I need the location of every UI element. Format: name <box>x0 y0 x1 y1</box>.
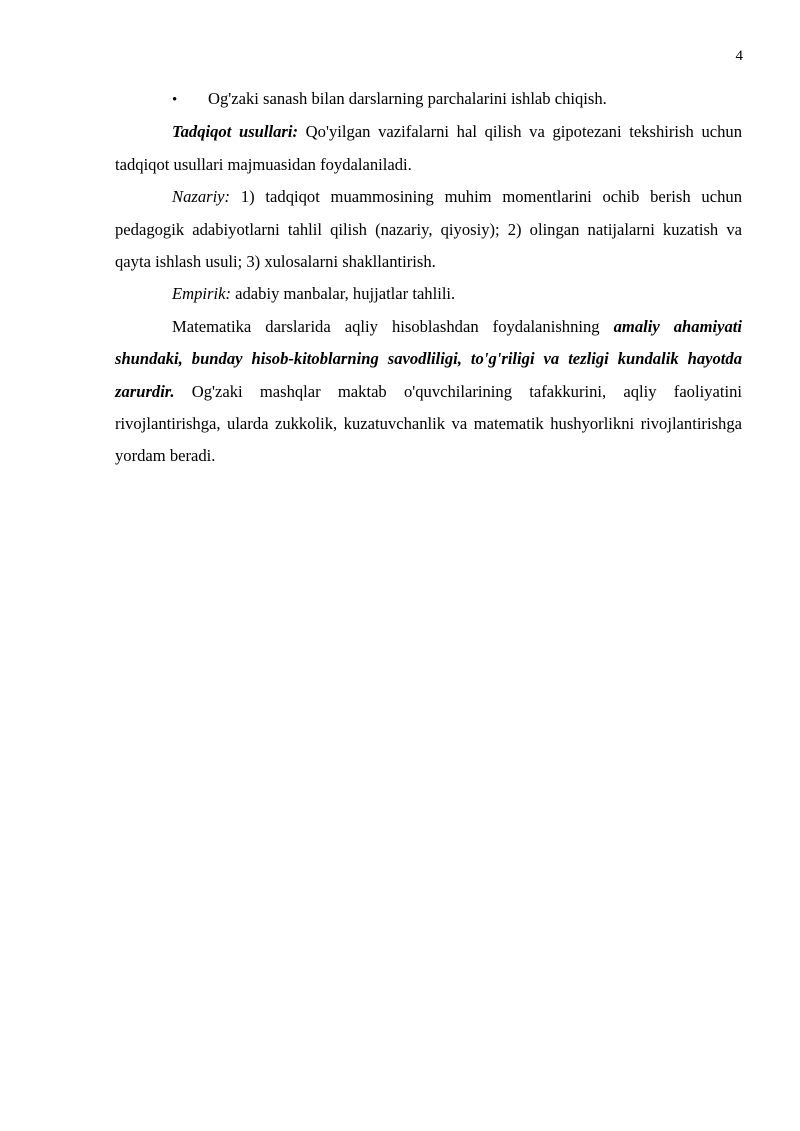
significance-intro: Matematika darslarida aqliy hisoblashdan foydalanishning <box>172 316 614 336</box>
significance-emphasis: amaliy ahamiyati shundaki, bunday hisob-kitoblarning savodliligi, to'g'riligi va tezligi kundalik hayotda zarurdir. <box>115 316 742 401</box>
research-methods-paragraph <box>115 116 742 181</box>
empirical-methods-paragraph <box>115 278 742 310</box>
document-body <box>115 83 742 473</box>
theoretical-methods-paragraph <box>115 181 742 278</box>
research-methods-text: Qo'yilgan vazifalarni hal qilish va gipotezani tekshirish uchun tadqiqot usullari majmuasidan foydalaniladi. <box>115 122 742 174</box>
page-number: 4 <box>735 48 743 64</box>
empirical-label: Empirik: <box>172 284 231 304</box>
bullet-icon: • <box>172 92 178 108</box>
theoretical-label: Nazariy: <box>172 187 231 207</box>
research-methods-label: Tadqiqot usullari: <box>172 122 299 142</box>
list-item <box>115 83 742 116</box>
list-item-text: Og'zaki sanash bilan darslarning parchalarini ishlab chiqish. <box>208 89 607 108</box>
theoretical-text: 1) tadqiqot muammosining muhim momentlarini ochib berish uchun pedagogik adabiyotlarni tahlil qilish (nazariy, qiyosiy); 2) olingan natijalarni kuzatish va qayta ishlash usuli; 3) xulosalarni shakllantirish. <box>115 187 742 272</box>
practical-significance-paragraph <box>115 311 742 473</box>
significance-text: Og'zaki mashqlar maktab o'quvchilarining tafakkurini, aqliy faoliyatini rivojlantirishga, ularda zukkolik, kuzatuvchanlik va matematik hushyorlikni rivojlantirishga yordam beradi. <box>115 381 742 466</box>
empirical-text: adabiy manbalar, hujjatlar tahlili. <box>231 284 456 304</box>
